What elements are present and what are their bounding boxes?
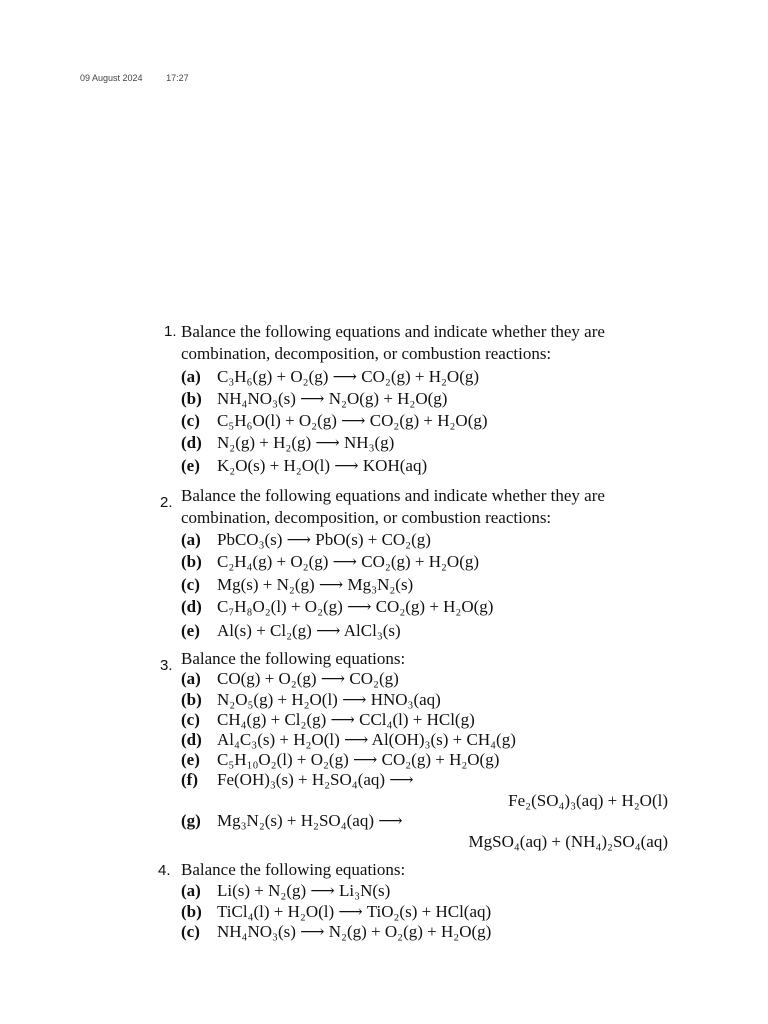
- equation-item: (a) Li(s) + N₂(g) ⟶ Li₃N(s): [181, 881, 391, 900]
- equation-item: (b) NH₄NO₃(s) ⟶ N₂O(g) + H₂O(g): [181, 389, 448, 408]
- equation-item: (f) Fe(OH)₃(s) + H₂SO₄(aq) ⟶: [181, 770, 414, 789]
- question-text: Balance the following equations:: [181, 860, 406, 879]
- equation-item: (d) C₇H₈O₂(l) + O₂(g) ⟶ CO₂(g) + H₂O(g): [181, 597, 494, 616]
- equation-item: (d) N₂(g) + H₂(g) ⟶ NH₃(g): [181, 433, 395, 452]
- question-text: Balance the following equations:: [181, 649, 406, 668]
- equation-item: (d) Al₄C₃(s) + H₂O(l) ⟶ Al(OH)₃(s) + CH₄(g): [181, 730, 516, 749]
- equation-item: (b) TiCl₄(l) + H₂O(l) ⟶ TiO₂(s) + HCl(aq): [181, 902, 492, 921]
- question-number: 1.: [164, 323, 177, 340]
- equation-item: (e) Al(s) + Cl₂(g) ⟶ AlCl₃(s): [181, 621, 401, 640]
- header-date: 09 August 2024: [80, 73, 143, 83]
- equation-item: (c) CH₄(g) + Cl₂(g) ⟶ CCl₄(l) + HCl(g): [181, 710, 475, 729]
- question-text: Balance the following equations and indicate whether they are combination, decomposition, or combustion reactions:: [181, 322, 605, 363]
- header-time: 17:27: [166, 73, 189, 83]
- equation-continuation: MgSO₄(aq) + (NH₄)₂SO₄(aq): [468, 832, 668, 851]
- question-number: 2.: [160, 494, 173, 511]
- equation-item: (c) Mg(s) + N₂(g) ⟶ Mg₃N₂(s): [181, 575, 414, 594]
- equation-item: (g) Mg₃N₂(s) + H₂SO₄(aq) ⟶: [181, 811, 403, 830]
- question-number: 3.: [160, 657, 173, 674]
- equation-item: (a) PbCO₃(s) ⟶ PbO(s) + CO₂(g): [181, 530, 431, 549]
- equation-item: (c) NH₄NO₃(s) ⟶ N₂(g) + O₂(g) + H₂O(g): [181, 922, 492, 941]
- page-header: [80, 73, 189, 83]
- equation-item: (e) K₂O(s) + H₂O(l) ⟶ KOH(aq): [181, 456, 428, 475]
- equation-item: (e) C₅H₁₀O₂(l) + O₂(g) ⟶ CO₂(g) + H₂O(g): [181, 750, 500, 769]
- equation-item: (a) C₃H₆(g) + O₂(g) ⟶ CO₂(g) + H₂O(g): [181, 367, 480, 386]
- equation-continuation: Fe₂(SO₄)₃(aq) + H₂O(l): [508, 791, 668, 810]
- equation-item: (b) N₂O₅(g) + H₂O(l) ⟶ HNO₃(aq): [181, 690, 441, 709]
- equation-item: (a) CO(g) + O₂(g) ⟶ CO₂(g): [181, 669, 399, 688]
- question-number: 4.: [158, 862, 171, 879]
- question-text: Balance the following equations and indicate whether they are combination, decomposition, or combustion reactions:: [181, 486, 605, 527]
- equation-item: (b) C₂H₄(g) + O₂(g) ⟶ CO₂(g) + H₂O(g): [181, 552, 480, 571]
- equation-item: (c) C₅H₆O(l) + O₂(g) ⟶ CO₂(g) + H₂O(g): [181, 411, 488, 430]
